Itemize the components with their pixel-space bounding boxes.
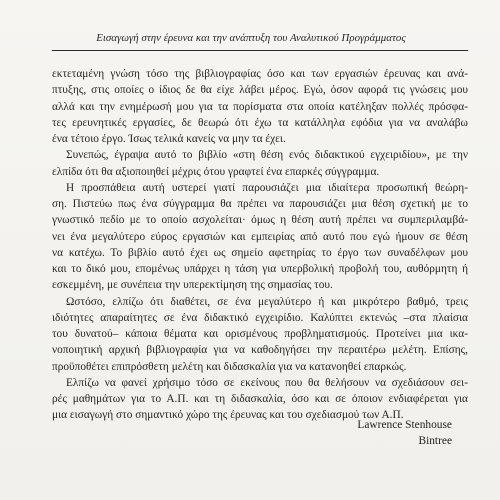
text-line: πτυξης, στις οποίες ο ίδιος δε θα είχε λάβει μέρος. Εγώ, όσον αφορά τις γνώσεις μου (52, 84, 468, 97)
text-line: προϋποθέτει επιπρόσθετη μελέτη και διδασκαλία για να κατανοηθεί επαρκώς. (52, 360, 407, 373)
text-line: και το δικό μου, επομένως υπάρχει η τάση για υπερβολική προβολή του, αυθόρμητη ή (52, 263, 468, 275)
text-line: νοποιητική αρχική βιβλιογραφία για να καθοδηγήσει την περαιτέρω μελέτη. Επίσης, (52, 344, 468, 357)
header-rule (52, 50, 468, 51)
text-line: του δυνατού– κάποια θέματα και ορισμένους προβληματισμούς. Προτείνει μια ικα- (52, 328, 468, 340)
text-line: ένα τέτοιο έργο. Ίσως τελικά κανείς να μην τα έχει. (52, 133, 286, 145)
text-line: τες ερευνητικές εργασίες, δε θεωρώ ότι έχω τα κατάλληλα εφόδια για να αναλάβω (52, 116, 468, 129)
text-line: ελπίδα ότι θα αξιοποιηθεί μέχρις ότου γραφτεί ένα επαρκές σύγγραμμα. (52, 165, 380, 178)
text-line: ιδιότητες απαραίτητες σε ένα διδακτικό εγχειρίδιο. Καλύπτει εκτενώς –στα πλαίσια (52, 311, 468, 324)
running-header: Εισαγωγή στην έρευνα και την ανάπτυξη του Αναλυτικού Προγράμματος (96, 32, 406, 44)
signature-place: Bintree (418, 435, 452, 447)
text-line: ση. Πιστεύω πως ένα σύγγραμμα θα πρέπει να παρουσιάζει μια θέση σχετική με το (52, 198, 468, 210)
text-line: Συνεπώς, έγραψα αυτό το βιβλίο «στη θέση ενός διδακτικού εγχειριδίου», με την (66, 149, 468, 162)
text-line: Η προσπάθεια αυτή υστερεί γιατί παρουσιάζει μια ιδιαίτερα προσωπική θεώρη- (66, 181, 468, 194)
text-line: αλλά και την ενημέρωσή μου για τα πορίσματα στα οποία κατέληξαν πολλές πρόσφα- (52, 100, 468, 113)
text-line: νει ένα μεγαλύτερο εύρος εργασιών και εμπειρίας από αυτό που εγώ ήμουν σε θέση (52, 230, 468, 243)
text-line: ρές μαθημάτων για το Α.Π. και τη διδασκαλία, όσο και σε όποιον ενδιαφέρεται για (52, 393, 468, 405)
body-text (52, 66, 468, 424)
paragraph-2 (52, 147, 468, 180)
text-line: να κατέχω. Το βιβλίο αυτό έχει ως σημείο αφετηρίας το έργο των συναδέλφων μου (52, 246, 468, 259)
text-line: Ωστόσο, ελπίζω ότι διαθέτει, σε ένα μεγαλύτερο ή και μικρότερο βαθμό, τρεις (66, 295, 468, 308)
paragraph-3 (52, 180, 468, 294)
text-line: γνωστικό πεδίο με το οποίο ασχολείται· όμως η θέση αυτή πρέπει να συμπεριλαμβά- (52, 214, 468, 227)
text-line: εσκεμμένη, με συνέπεια την υπερεκτίμηση της σημασίας του. (52, 279, 333, 292)
text-line: μια εισαγωγή στο σημαντικό χώρο της έρευνας και του σχεδιασμού των Α.Π. (52, 409, 404, 422)
author-signature: Lawrence Stenhouse (357, 419, 452, 431)
text-line: εκτεταμένη γνώση τόσο της βιβλιογραφίας όσο και των εργασιών έρευνας και ανά- (52, 68, 468, 80)
paragraph-1 (52, 66, 468, 147)
text-line: Ελπίζω να φανεί χρήσιμο τόσο σε εκείνους που θα θελήσουν να σχεδιάσουν σει- (66, 376, 468, 389)
paragraph-4 (52, 294, 468, 375)
